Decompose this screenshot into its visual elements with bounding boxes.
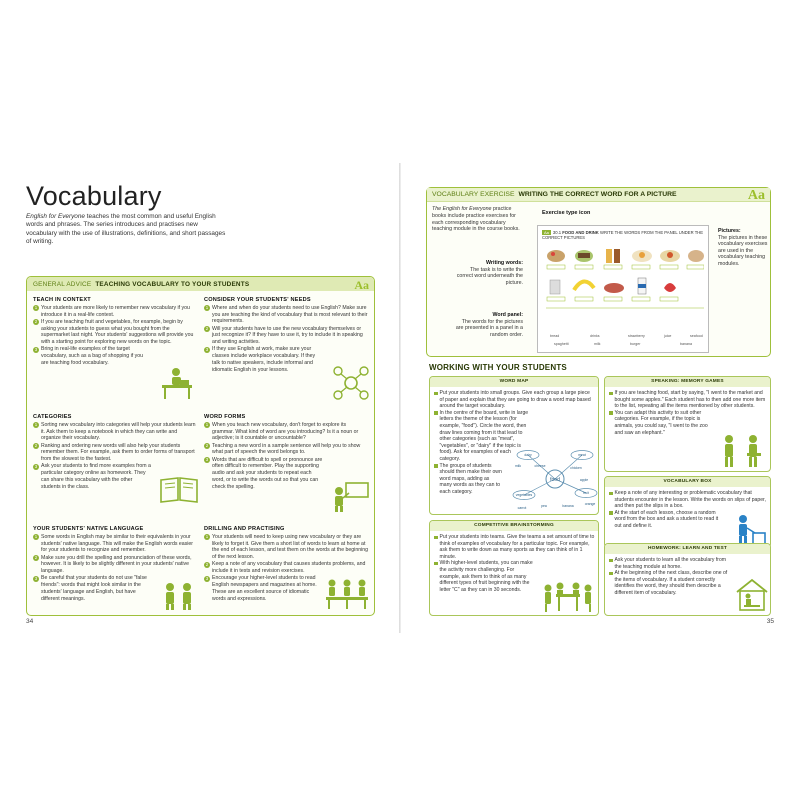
- section-students-needs: [204, 297, 369, 374]
- page-title: Vocabulary: [26, 181, 162, 211]
- home-study-icon: [735, 578, 769, 612]
- map-word: apple: [579, 478, 589, 482]
- list-item: 3 Encourage your higher-level students to read English newspapers and magazines at home. These are an excellent source of idiomatic words and expressions.: [205, 575, 317, 602]
- brainstorming-card: [429, 520, 599, 616]
- teacher-at-board-icon: [332, 481, 370, 513]
- map-word: vegetables: [515, 493, 533, 497]
- card-heading: SPEAKING: MEMORY GAMES: [605, 377, 770, 387]
- intro-paragraph: [26, 213, 226, 247]
- list-item: Put your students into teams. Give the teams a set amount of time to think of examples of vocabulary for a particular topic. For example, ask them to write down as many sports as they can think of in 1 minute.: [434, 534, 598, 560]
- map-word: chicken: [570, 466, 582, 470]
- panel-title: TEACHING VOCABULARY TO YOUR STUDENTS: [95, 280, 250, 288]
- map-word: pea: [541, 504, 547, 508]
- exercise-intro: The English for Everyone practice books include practice exercises for each corresponding vocabulary teaching module in the course books.: [432, 206, 520, 233]
- section-heading: CATEGORIES: [33, 414, 72, 420]
- speaking-students-icon: [717, 429, 767, 469]
- word-network-icon: [332, 365, 370, 401]
- map-word: carrot: [517, 506, 527, 510]
- list-item: 1 When you teach new vocabulary, don't forget to explore its grammar. What kind of word are you introducing? Is it a noun or adjective; is it countable or uncountable?: [205, 422, 359, 442]
- map-center-label: food: [550, 477, 560, 483]
- pictures-callout: Pictures: The pictures in these vocabulary exercises are used in the vocabulary teaching modules.: [718, 228, 768, 267]
- map-word: banana: [562, 504, 574, 508]
- list-item: You can adapt this activity to suit other categories. For example, if the topic is animals, you could say, "I went to the zoo and saw an elephant.": [609, 410, 713, 436]
- intro-text: teaches the most common and useful English words and phrases. The series introduces and practises new vocabulary with the use of illustrations, definitions, and short passages of writing.: [26, 213, 226, 246]
- list-item: 3 If they use English at work, make sure your classes include workplace vocabulary. If they talk to native speakers, include informal and idiomatic English in your lessons.: [205, 346, 316, 373]
- team-discussion-icon: [540, 576, 596, 614]
- list-item: 3 Ask your students to find more examples from a particular category online as homework. They can share this vocabulary with the other students in the class.: [34, 463, 151, 490]
- word-panel: bread drinks strawberry juice seafood spaghetti milk burger banana: [550, 334, 703, 346]
- map-word: meat: [578, 453, 586, 457]
- section-heading: TEACH IN CONTEXT: [33, 297, 91, 303]
- list-item: 3 Be careful that your students do not use "false friends": words that might look similar in the students' language and English, but have different meanings.: [34, 575, 147, 602]
- advice-panel: [26, 276, 375, 616]
- list-item: 2 Make sure you drill the spelling and pronunciation of these words, however. It is likely to be slightly different in your students' native language.: [34, 554, 192, 575]
- section-teach-in-context: [33, 297, 198, 367]
- list-item: Put your students into small groups. Give each group a large piece of paper and explain that they are going to draw a word map based around the target vocabulary.: [434, 390, 598, 410]
- list-item: 1 Some words in English may be similar to their equivalents in your students' native language. This will make the English words easier for your students to recognize and remember.: [34, 534, 193, 554]
- exercise-label: VOCABULARY EXERCISE: [432, 191, 515, 198]
- writing-words-callout: Writing words: The task is to write the correct word underneath the picture.: [456, 260, 523, 286]
- section-heading: YOUR STUDENTS' NATIVE LANGUAGE: [33, 526, 144, 532]
- word-panel-callout: Word panel: The words for the pictures are presented in a panel in a random order.: [455, 312, 523, 338]
- list-item: 2 Will your students have to use the new vocabulary themselves or just recognize it? If they have to use it, try to include it in speaking and writing activities.: [205, 325, 363, 346]
- card-heading: WORD MAP: [430, 377, 598, 387]
- page-number: 35: [766, 618, 774, 625]
- section-title: WORKING WITH YOUR STUDENTS: [429, 363, 567, 372]
- intro-emphasis: English for Everyone: [26, 213, 85, 220]
- list-item: 3 Bring in real-life examples of the target vocabulary, such as a bag of shopping if you are teaching food vocabulary.: [34, 346, 143, 366]
- map-word: orange: [584, 502, 596, 506]
- exercise-type-icon: Aa: [544, 230, 549, 235]
- list-item: 2 If you are teaching fruit and vegetables, for example, begin by asking your students to guess what you bought from the supermarket last night. Your students' suggestions will provide you with a starting point for exploring new words on the topic.: [34, 319, 194, 346]
- exercise-panel-header: [427, 188, 770, 202]
- list-item: 1 Where and when do your students need to use English? Make sure you are teaching the kind of vocabulary that is most relevant to their requirements.: [205, 305, 368, 325]
- section-heading: CONSIDER YOUR STUDENTS' NEEDS: [204, 297, 311, 303]
- section-heading: WORD FORMS: [204, 414, 246, 420]
- list-item: Ask your students to learn all the vocabulary from the teaching module at home.: [609, 557, 731, 570]
- word-map-diagram: [512, 445, 598, 513]
- map-word: fruit: [583, 491, 589, 495]
- list-item: 1 Your students will need to keep using new vocabulary or they are likely to forget it. Give them a short list of words to learn at home at the end of each lesson, and test them on the words at the beginning of the next lesson.: [205, 534, 369, 561]
- worksheet-heading: Aa 30.1 FOOD AND DRINK WRITE THE WORDS FROM THE PANEL UNDER THE CORRECT PICTURES: [542, 230, 704, 240]
- card-heading: VOCABULARY BOX: [605, 477, 770, 487]
- list-item: 1 Your students are more likely to remember new vocabulary if you introduce it in a real-life context.: [34, 305, 190, 318]
- list-item: If you are teaching food, start by saying, "I went to the market and bought some apples." Each student has to then add one more item to the list, repeating all the items mentioned by other students.: [609, 390, 770, 410]
- worksheet-sample: [537, 225, 709, 353]
- section-word-forms: [204, 414, 369, 491]
- aa-logo-icon: Aa: [354, 278, 369, 292]
- list-item: With higher-level students, you can make the activity more challenging. For example, ask them to think of as many different types of fruit beginning with the letter "C" as they can in 30 seconds.: [434, 560, 538, 593]
- list-item: At the beginning of the next class, describe one of the items of vocabulary. If a student correctly identifies the word, they should then describe a different item of vocabulary.: [609, 570, 733, 596]
- student-with-box-icon: [733, 513, 767, 547]
- list-item: 1 Sorting new vocabulary into categories will help your students learn it. Ask them to keep a notebook in which they can write and organize their vocabulary.: [34, 422, 196, 442]
- map-word: cheese: [534, 464, 546, 468]
- list-item: 2 Teaching a new word in a sample sentence will help you to show what part of speech the word belongs to.: [205, 442, 361, 456]
- exercise-title: WRITING THE CORRECT WORD FOR A PICTURE: [518, 191, 677, 198]
- section-heading: DRILLING AND PRACTISING: [204, 526, 285, 532]
- list-item: 2 Ranking and ordering new words will also help your students remember them. For example, ask them to order forms of transport from the slowest to the fastest.: [34, 442, 195, 463]
- card-heading: HOMEWORK: LEARN AND TEST: [605, 544, 770, 554]
- two-people-talking-icon: [161, 579, 197, 611]
- list-item: In the centre of the board, write in large letters the theme of the lesson (for example, "food"). Circle the word, then draw lines coming from it that lead to other categories (such as "meat", "vegetables", or "dairy" if the topic is food). Ask for examples of each category.: [434, 410, 534, 463]
- homework-card: [604, 543, 771, 616]
- word-map-card: [429, 376, 599, 515]
- aa-logo-icon: Aa: [747, 188, 765, 203]
- list-item: 2 Keep a note of any vocabulary that causes students problems, and include it in tests and revision exercises.: [205, 561, 366, 575]
- open-book-icon: [159, 474, 199, 504]
- page-number: 34: [26, 618, 34, 625]
- vocabulary-box-card: [604, 476, 771, 548]
- list-item: The groups of students should then make their own word maps, adding as many words as they can to each category.: [434, 463, 506, 496]
- map-word: dairy: [524, 453, 532, 457]
- advice-panel-header: [27, 277, 374, 291]
- classroom-students-icon: [324, 575, 370, 611]
- book-spread: [0, 163, 800, 633]
- list-item: 3 Words that are difficult to spell or pronounce are often difficult to remember. Play the supporting audio and ask your students to repeat each word, or to write the words out so that you can check the spelling.: [205, 456, 323, 490]
- teacher-at-desk-icon: [158, 367, 198, 401]
- list-item: At the start of each lesson, choose a random word from the box and ask a student to read it out and define it.: [609, 510, 727, 530]
- list-item: Keep a note of any interesting or problematic vocabulary that students encounter in the lesson. Write the words on slips of paper, and then put the slips in a box.: [609, 490, 770, 510]
- food-pictures-grid: [546, 244, 704, 328]
- map-word: milk: [514, 464, 522, 468]
- exercise-panel: [426, 187, 771, 357]
- exercise-type-icon-label: Exercise type icon: [542, 210, 591, 216]
- right-page: [401, 163, 800, 633]
- memory-games-card: [604, 376, 771, 472]
- left-page: [0, 163, 399, 633]
- panel-label: GENERAL ADVICE: [33, 280, 92, 288]
- card-heading: COMPETITIVE BRAINSTORMING: [430, 521, 598, 531]
